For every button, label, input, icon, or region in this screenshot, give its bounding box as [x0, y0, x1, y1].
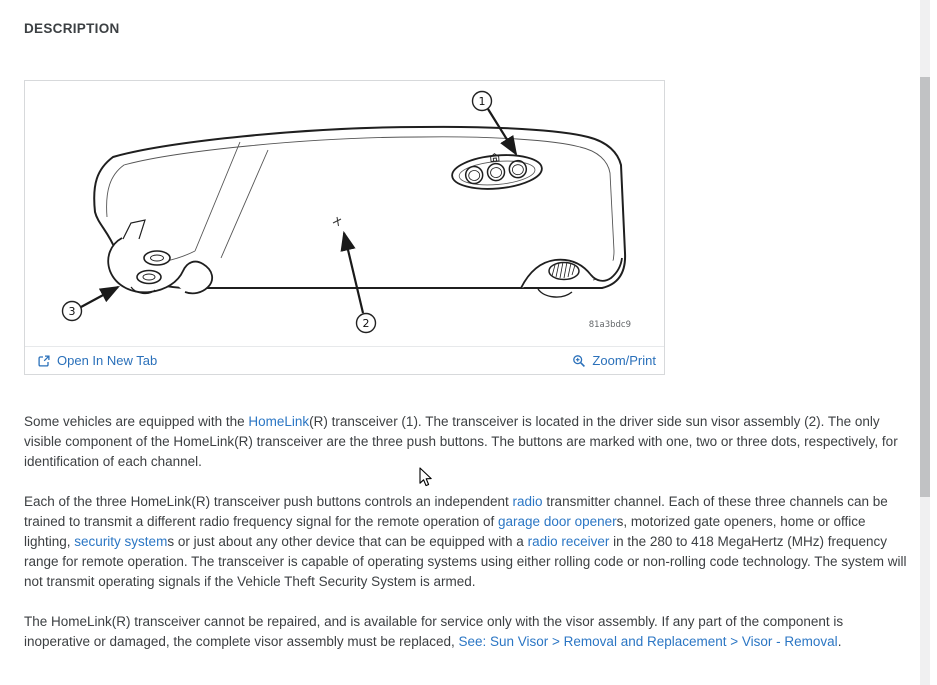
text-segment: (R) transceiver (1). The transceiver is located in the driver side sun visor assembly (2). The only visible component of the HomeLink(R) transceiver are the three push buttons. The buttons are marked with one, two or three dots, respectively, for identification of each channel.: [24, 414, 898, 469]
callout-2-label: 2: [362, 317, 370, 330]
zoom-plus-icon: [572, 354, 586, 368]
vertical-scrollbar-thumb[interactable]: [920, 77, 930, 497]
paragraph-3: [24, 612, 907, 652]
text-segment: Some vehicles are equipped with the: [24, 414, 249, 429]
text-segment: s or just about any other device that can be equipped with a: [167, 534, 528, 549]
text-segment: The HomeLink(R) transceiver cannot be repaired, and is available for service only with the visor assembly. If any part of the component is inoperative or damaged, the complete visor assembly must be replaced,: [24, 614, 844, 649]
callout-3-label: 3: [68, 305, 76, 318]
callout-3-arrow: [81, 287, 118, 307]
page-title: DESCRIPTION: [24, 21, 120, 36]
zoom-print-link[interactable]: [572, 353, 656, 368]
see-sun-visor-removal-link[interactable]: See: Sun Visor > Removal and Replacement > Visor - Removal: [458, 634, 838, 649]
callout-1-label: 1: [478, 95, 486, 108]
text-segment: Each of the three HomeLink(R) transceiver push buttons controls an independent: [24, 494, 513, 509]
paragraph-2: [24, 492, 907, 592]
figure-toolbar: [25, 347, 664, 374]
figure-image: [25, 81, 664, 347]
text-segment: .: [837, 634, 842, 649]
radio-link[interactable]: radio: [512, 494, 543, 509]
text-segment: transmitter channel. Each of these three channels can be trained to transmit a different radio frequency signal for the remote operation of: [24, 494, 888, 529]
radio-receiver-link[interactable]: radio receiver: [527, 534, 610, 549]
paragraph-1: [24, 412, 907, 472]
open-in-new-tab-label: Open In New Tab: [57, 353, 158, 368]
open-in-new-tab-icon: [37, 354, 51, 368]
open-in-new-tab-link[interactable]: [37, 353, 157, 368]
security-system-link[interactable]: security system: [74, 534, 168, 549]
figure-code: 81a3bdc9: [588, 320, 631, 330]
garage-door-opener-link[interactable]: garage door opener: [498, 514, 617, 529]
homelink-link[interactable]: HomeLink: [248, 414, 310, 429]
description-text: [24, 412, 907, 672]
zoom-print-label: Zoom/Print: [592, 353, 656, 368]
figure-panel: [24, 80, 665, 375]
vertical-scrollbar-track[interactable]: [920, 0, 930, 685]
sun-visor-drawing: [25, 81, 664, 346]
text-segment: s, motorized gate openers, home or office lighting,: [24, 514, 866, 549]
text-segment: in the 280 to 418 MegaHertz (MHz) frequency range for remote operation. The transceiver is capable of operating systems using either rolling code or non-rolling code technology. The system will not transmit operating signals if the Vehicle Theft Security System is armed.: [24, 534, 907, 589]
